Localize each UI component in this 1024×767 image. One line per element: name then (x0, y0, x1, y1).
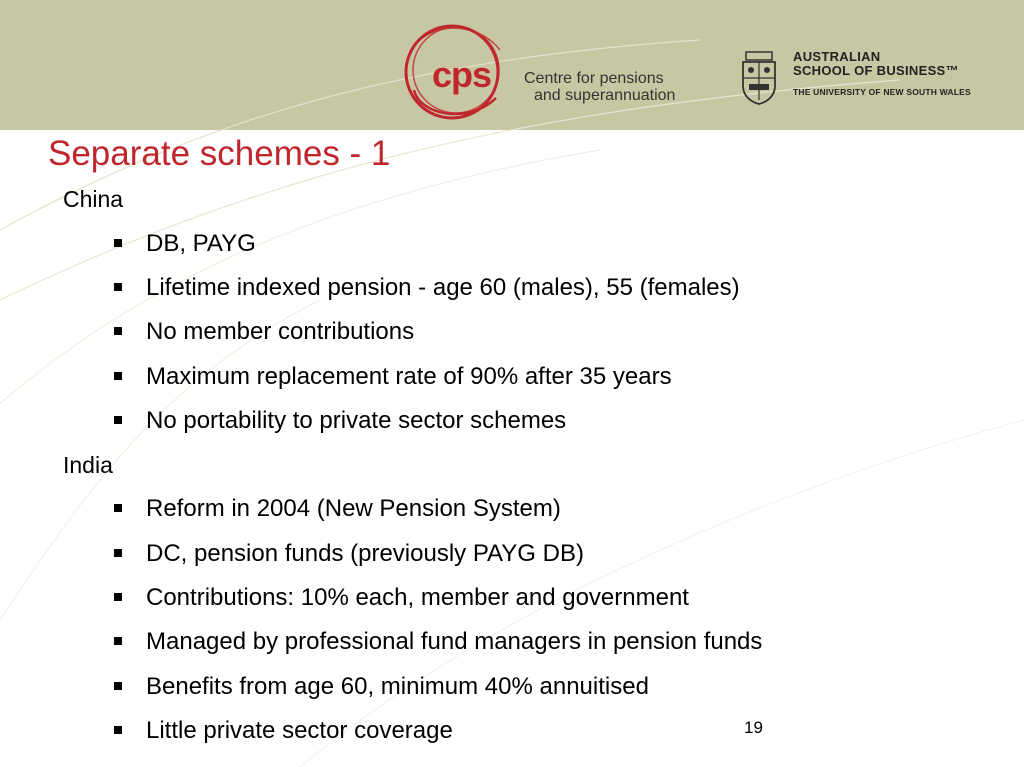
list-item: Benefits from age 60, minimum 40% annuitised (114, 673, 649, 701)
list-item: No member contributions (114, 318, 414, 346)
bullet-square-icon (114, 239, 122, 247)
bullet-square-icon (114, 504, 122, 512)
bullet-square-icon (114, 372, 122, 380)
bullet-square-icon (114, 549, 122, 557)
unsw-crest-icon (740, 50, 778, 106)
school-name-line2: SCHOOL OF BUSINESS™ (793, 63, 959, 78)
slide-title: Separate schemes - 1 (48, 134, 391, 173)
bullet-square-icon (114, 283, 122, 291)
bullet-square-icon (114, 637, 122, 645)
school-logo-text (793, 50, 971, 97)
university-name: THE UNIVERSITY OF NEW SOUTH WALES (793, 87, 971, 97)
list-item: Reform in 2004 (New Pension System) (114, 495, 561, 523)
list-item: Lifetime indexed pension - age 60 (males), 55 (females) (114, 274, 740, 302)
list-item: Contributions: 10% each, member and government (114, 584, 689, 612)
bullet-square-icon (114, 682, 122, 690)
list-item: DB, PAYG (114, 230, 256, 258)
cps-caption-line2: and superannuation (534, 87, 676, 104)
list-item: Little private sector coverage (114, 717, 453, 745)
list-item: Managed by professional fund managers in pension funds (114, 628, 762, 656)
bullet-square-icon (114, 593, 122, 601)
cps-caption (524, 70, 675, 104)
bullet-square-icon (114, 726, 122, 734)
list-item: No portability to private sector schemes (114, 407, 566, 435)
list-item: DC, pension funds (previously PAYG DB) (114, 540, 584, 568)
bullet-square-icon (114, 327, 122, 335)
bullet-square-icon (114, 416, 122, 424)
cps-caption-line1: Centre for pensions (524, 70, 664, 87)
section-heading-india: India (63, 452, 113, 478)
school-name-line1: AUSTRALIAN (793, 49, 881, 64)
page-number: 19 (744, 718, 763, 737)
list-item: Maximum replacement rate of 90% after 35 years (114, 363, 672, 391)
section-heading-china: China (63, 186, 124, 212)
